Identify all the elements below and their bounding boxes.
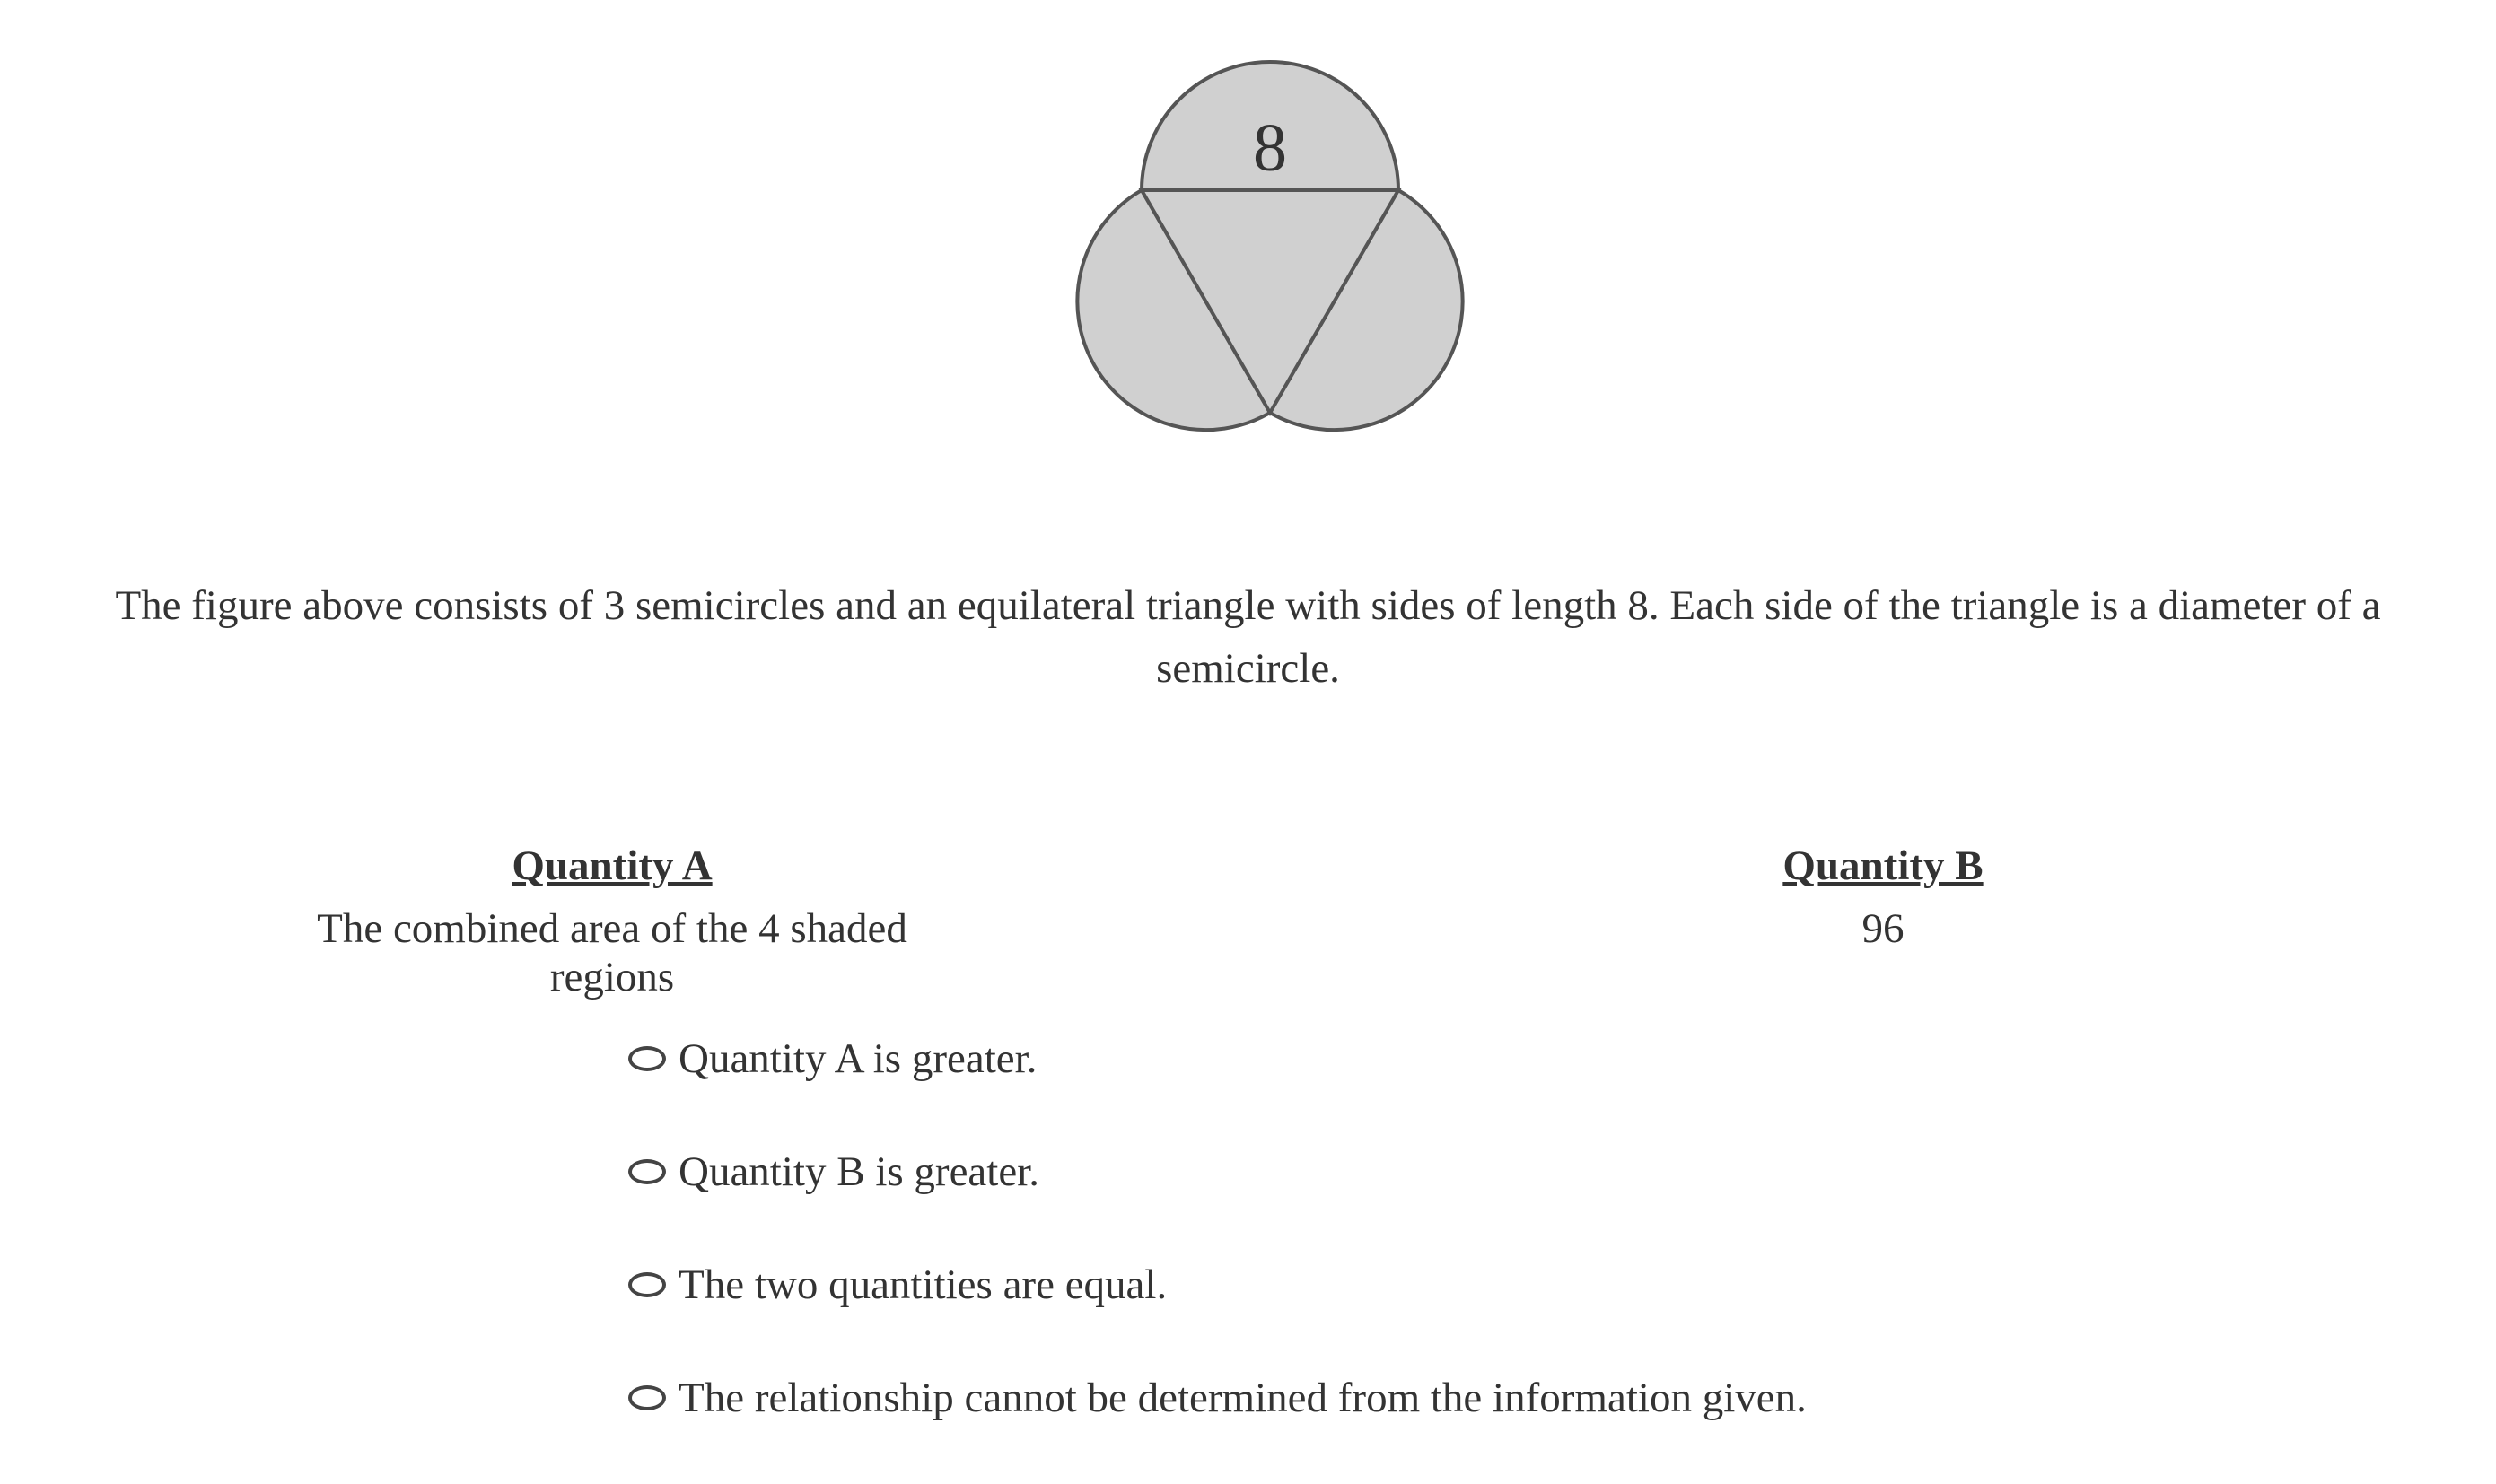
option-label[interactable]: The two quantities are equal. [679, 1261, 1168, 1308]
quantity-a-heading: Quantity A [512, 842, 713, 889]
radio-button[interactable] [628, 1046, 666, 1071]
option-equal[interactable] [628, 1258, 2334, 1312]
radio-button[interactable] [628, 1159, 666, 1184]
side-length-label: 8 [1253, 110, 1287, 186]
quantity-b-value: 96 [1861, 905, 1905, 952]
figure-svg [1059, 27, 1481, 467]
radio-button[interactable] [628, 1385, 666, 1410]
quantity-b-heading: Quantity B [1782, 842, 1984, 889]
option-b-greater[interactable] [628, 1145, 2334, 1199]
option-a-greater[interactable] [628, 1032, 2334, 1086]
answer-options [628, 1032, 2334, 1484]
option-cannot-determine[interactable] [628, 1371, 2334, 1425]
option-label[interactable]: The relationship cannot be determined from the information given. [679, 1375, 1807, 1421]
radio-button[interactable] [628, 1272, 666, 1297]
geometry-figure [1059, 27, 1481, 467]
option-label[interactable]: Quantity A is greater. [679, 1035, 1038, 1082]
quantity-a-value: The combined area of the 4 shaded regions [317, 905, 907, 1000]
question-stem: The figure above consists of 3 semicircles and an equilateral triangle with sides of length 8. Each side of the triangle is a diameter of a semicircle. [115, 582, 2381, 692]
option-label[interactable]: Quantity B is greater. [679, 1148, 1040, 1195]
